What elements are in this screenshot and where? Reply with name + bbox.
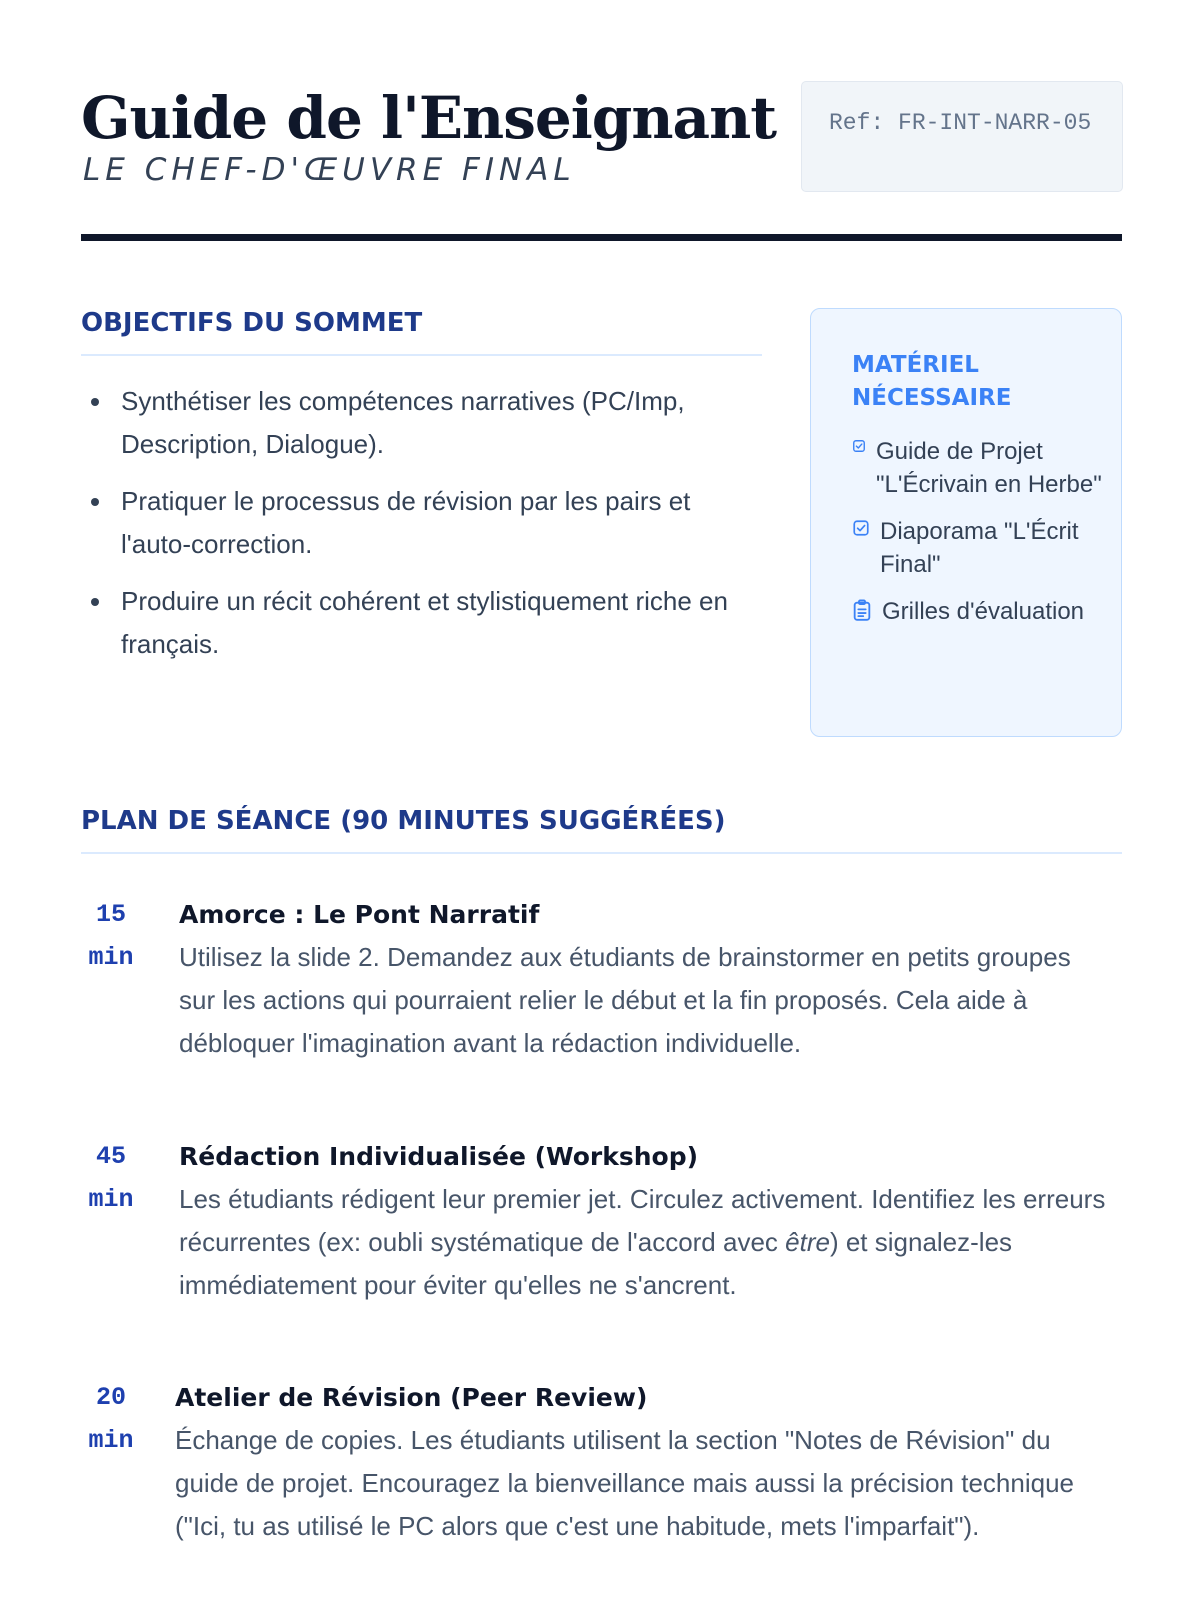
objectives-heading: OBJECTIFS DU SOMMET [81,308,423,338]
step-description-emphasis: être [785,1227,830,1257]
step-description-part: ) et signalez-les immédiatement pour éviter qu'elles ne s'ancrent. [179,1227,1013,1300]
checkbox-icon [852,439,866,453]
page-subtitle: LE CHEF-D'ŒUVRE FINAL [83,152,576,188]
step-minutes: 20 [95,1383,126,1412]
objective-text: Synthétiser les compétences narratives (PC/Imp, Description, Dialogue). [121,386,685,459]
material-label: Guide de Projet "L'Écrivain en Herbe" [876,438,1102,498]
reference-code: Ref: FR-INT-NARR-05 [829,110,1092,136]
header-divider [81,234,1122,241]
objective-text: Produire un récit cohérent et stylistiquement riche en français. [121,586,728,659]
material-item [852,595,1102,628]
step-unit: min [88,1185,134,1214]
step-duration [81,1135,141,1221]
step-title: Rédaction Individualisée (Workshop) [179,1142,699,1171]
step-duration [81,1376,141,1462]
objectives-list [81,380,761,680]
step-body [179,893,1109,1065]
step-description: Échange de copies. Les étudiants utilisent la section "Notes de Révision" du guide de projet. Encouragez la bienveillance mais aussi la précision technique ("Ici, tu as utilisé le PC alors que c'est une habitude, mets l'imparfait"). [175,1425,1074,1541]
material-item [852,435,1102,501]
bullet-icon [91,398,99,406]
step-body [179,1135,1109,1307]
step-description [179,1178,1109,1307]
step-unit: min [88,1426,134,1455]
bullet-icon [91,498,99,506]
materials-list [852,435,1102,642]
plan-heading: PLAN DE SÉANCE (90 MINUTES SUGGÉRÉES) [81,806,726,836]
page-title: Guide de l'Enseignant [81,84,777,152]
step-unit: min [88,943,134,972]
step-body [175,1376,1105,1548]
step-minutes: 15 [95,900,126,929]
objectives-divider [81,354,762,356]
objective-item [81,380,761,466]
step-title: Atelier de Révision (Peer Review) [175,1383,648,1412]
clipboard-icon [852,599,872,621]
material-label: Diaporama "L'Écrit Final" [880,518,1079,578]
step-description: Utilisez la slide 2. Demandez aux étudiants de brainstormer en petits groupes sur les actions qui pourraient relier le début et la fin proposés. Cela aide à débloquer l'imagination avant la rédaction individuelle. [179,942,1071,1058]
material-label: Grilles d'évaluation [882,598,1085,625]
step-title: Amorce : Le Pont Narratif [179,900,540,929]
bullet-icon [91,598,99,606]
step-description-part: Les étudiants rédigent leur premier jet. Circulez activement. Identifiez les erreurs récurrentes (ex: oubli systématique de l'accord avec [179,1184,1106,1257]
checkbox-icon [852,519,870,537]
objective-item [81,480,761,566]
objective-text: Pratiquer le processus de révision par les pairs et l'auto-correction. [121,486,691,559]
reference-box [801,81,1123,192]
materials-heading: MATÉRIEL NÉCESSAIRE [852,352,1012,411]
materials-card [810,308,1122,737]
plan-divider [81,852,1122,854]
objective-item [81,580,761,666]
material-item [852,515,1102,581]
step-duration [81,893,141,979]
step-minutes: 45 [95,1142,126,1171]
